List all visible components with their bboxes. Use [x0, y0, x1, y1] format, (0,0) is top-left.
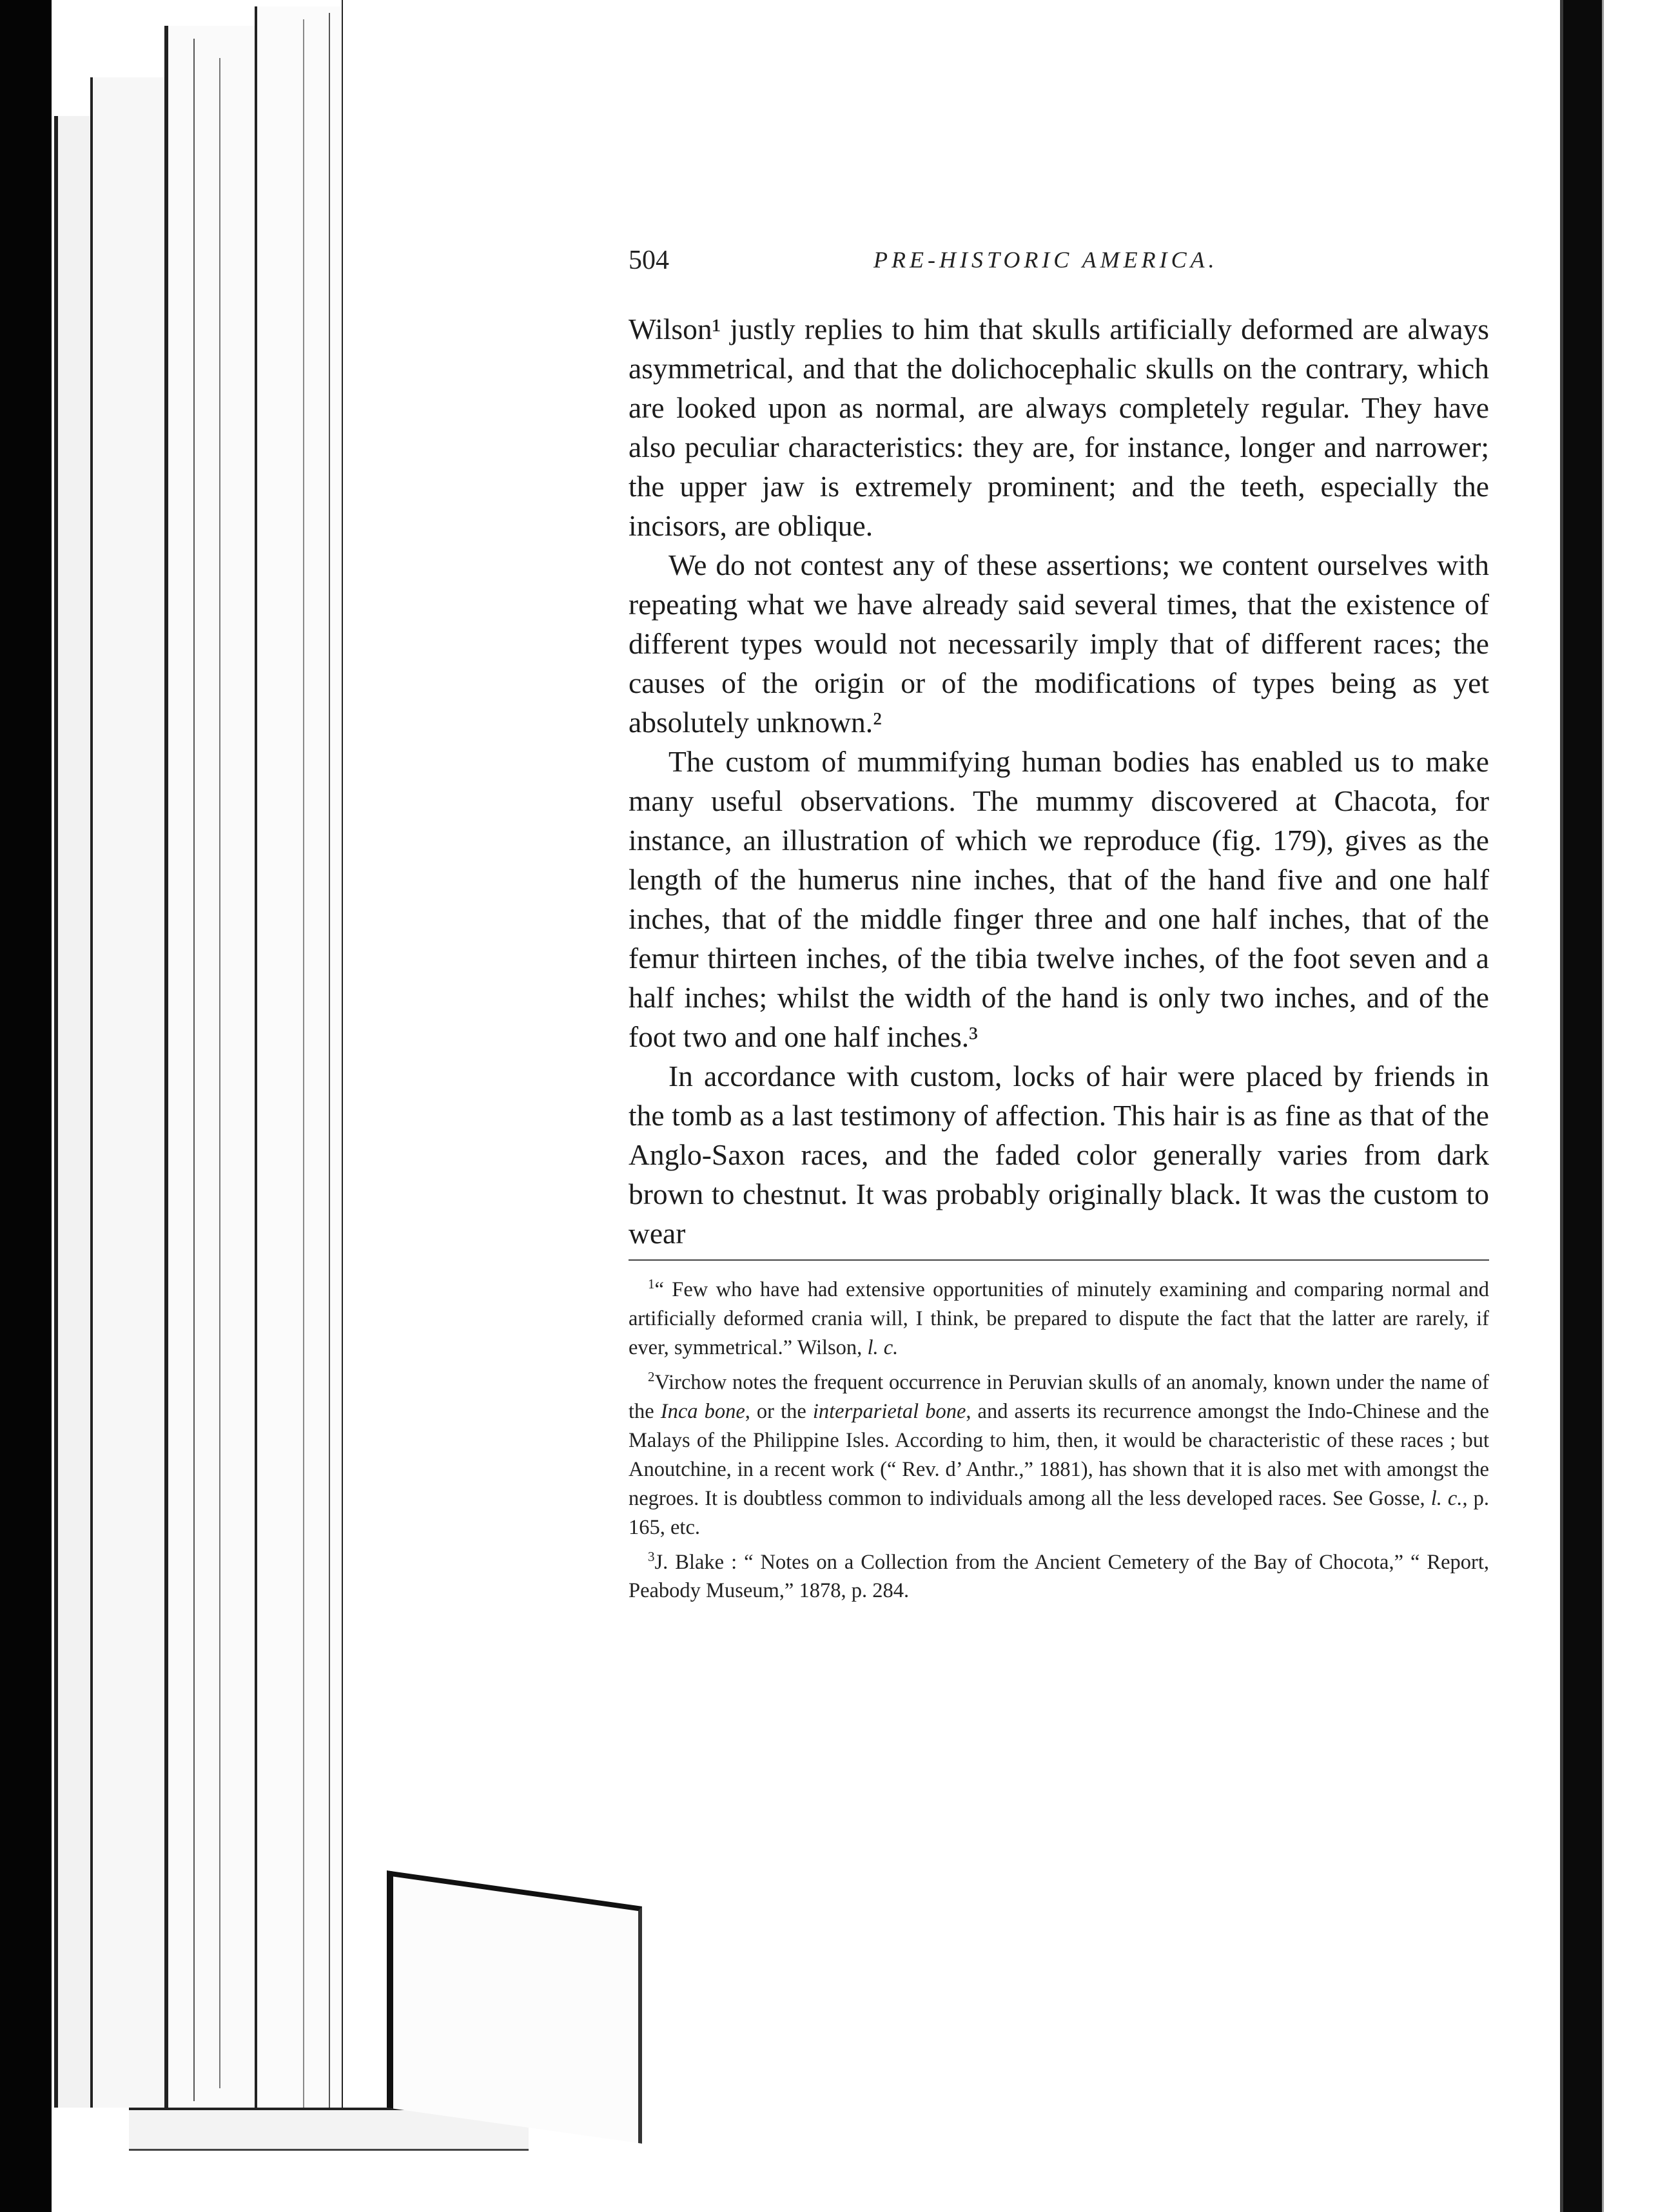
footnote-mark: 1 — [648, 1276, 655, 1292]
page-leaf-edge — [90, 77, 171, 2108]
facing-page-edge — [1602, 0, 1658, 2212]
footnote-2-interparietal: interparietal bone — [812, 1399, 966, 1423]
footnote-rule — [629, 1259, 1489, 1261]
footnote-2-text: , p. 165, etc. — [629, 1486, 1489, 1539]
paragraph-2: We do not contest any of these assertions; we content ourselves with repeating what we have already said several times, that the existence of different types would not necessarily imply that of different races; the causes of the origin or of the modifications of types being as yet absolutely unknown.² — [629, 548, 1489, 739]
body-text — [629, 309, 1489, 1253]
page-leaf-edge — [255, 6, 349, 2127]
paper-tab — [387, 1870, 642, 2144]
scan-border-right — [1563, 0, 1602, 2212]
page-content — [629, 238, 1489, 1606]
paragraph-4: In accordance with custom, locks of hair were placed by friends in the tomb as a last testimony of affection. This hair is as fine as that of the Anglo-Saxon races, and the faded color generally varies from dark brown to chestnut. It was probably originally black. It was the custom to wear — [629, 1060, 1489, 1250]
page-leaf-edge — [342, 0, 362, 2146]
footnote-2-text: , and asserts its recurrence amongst the Indo-Chinese and the Malays of the Philippine Isles. According to him, then, it would be characteristic of these races ; but Anoutchine, in a recent work (“ Rev. d’ Anthr.,” 1881), has shown that it is also met with amongst the negroes. It is doubtless common to individuals among all the less developed races. See Gosse, — [629, 1399, 1489, 1510]
footnote-2-text: Virchow notes the frequent occurrence in Peruvian skulls of an anomaly, known under the name of the — [629, 1370, 1489, 1423]
footnote-2 — [629, 1363, 1489, 1542]
footnote-mark: 3 — [648, 1548, 655, 1564]
page-edge-line — [219, 58, 220, 2088]
page-edge-line — [193, 39, 195, 2101]
paragraph-3: The custom of mummifying human bodies has enabled us to make many useful observations. The mummy discovered at Chacota, for instance, an illustration of which we reproduce (fig. 179), gives as the length of the humerus nine inches, that of the hand five and one half inches, that of the middle finger three and one half inches, that of the femur thirteen inches, of the tibia twelve inches, of the foot seven and a half inches; whilst the width of the hand is only two inches, and of the foot two and one half inches.³ — [629, 745, 1489, 1053]
running-head: PRE-HISTORIC AMERICA. — [873, 247, 1218, 273]
page-number: 504 — [629, 246, 669, 275]
footnote-1 — [629, 1270, 1489, 1363]
page-leaf-edge — [164, 26, 257, 2127]
footnote-1-text: “ Few who have had extensive opportunities of minutely examining and comparing normal and artificially deformed crania will, I think, be prepared to dispute the fact that the latter are rarely, if ever, symmetrical.” Wilson, — [629, 1277, 1489, 1359]
footnote-2-inca: Inca bone — [660, 1399, 745, 1423]
footnote-1-ref: l. c. — [867, 1335, 899, 1359]
page-edge-line — [329, 13, 330, 2127]
page-edge-line — [303, 19, 304, 2120]
page-header — [629, 238, 1489, 284]
paragraph-1: Wilson¹ justly replies to him that skulls artificially deformed are always asymmetrical, and that the dolichocephalic skulls on the contrary, which are looked upon as normal, are always completely regular. They have also peculiar characteristics: they are, for instance, longer and narrower; the upper jaw is extremely prominent; and the teeth, especially the incisors, are oblique. — [629, 313, 1489, 542]
footnote-2-ref: l. c. — [1430, 1486, 1463, 1510]
footnote-3-text: J. Blake : “ Notes on a Collection from the Ancient Cemetery of the Bay of Chocota,” “ Report, Peabody Museum,” 1878, p. 284. — [629, 1550, 1489, 1603]
footnote-2-text: , or the — [745, 1399, 813, 1423]
footnote-3 — [629, 1542, 1489, 1606]
footnotes — [629, 1270, 1489, 1606]
footnote-mark: 2 — [648, 1368, 655, 1384]
